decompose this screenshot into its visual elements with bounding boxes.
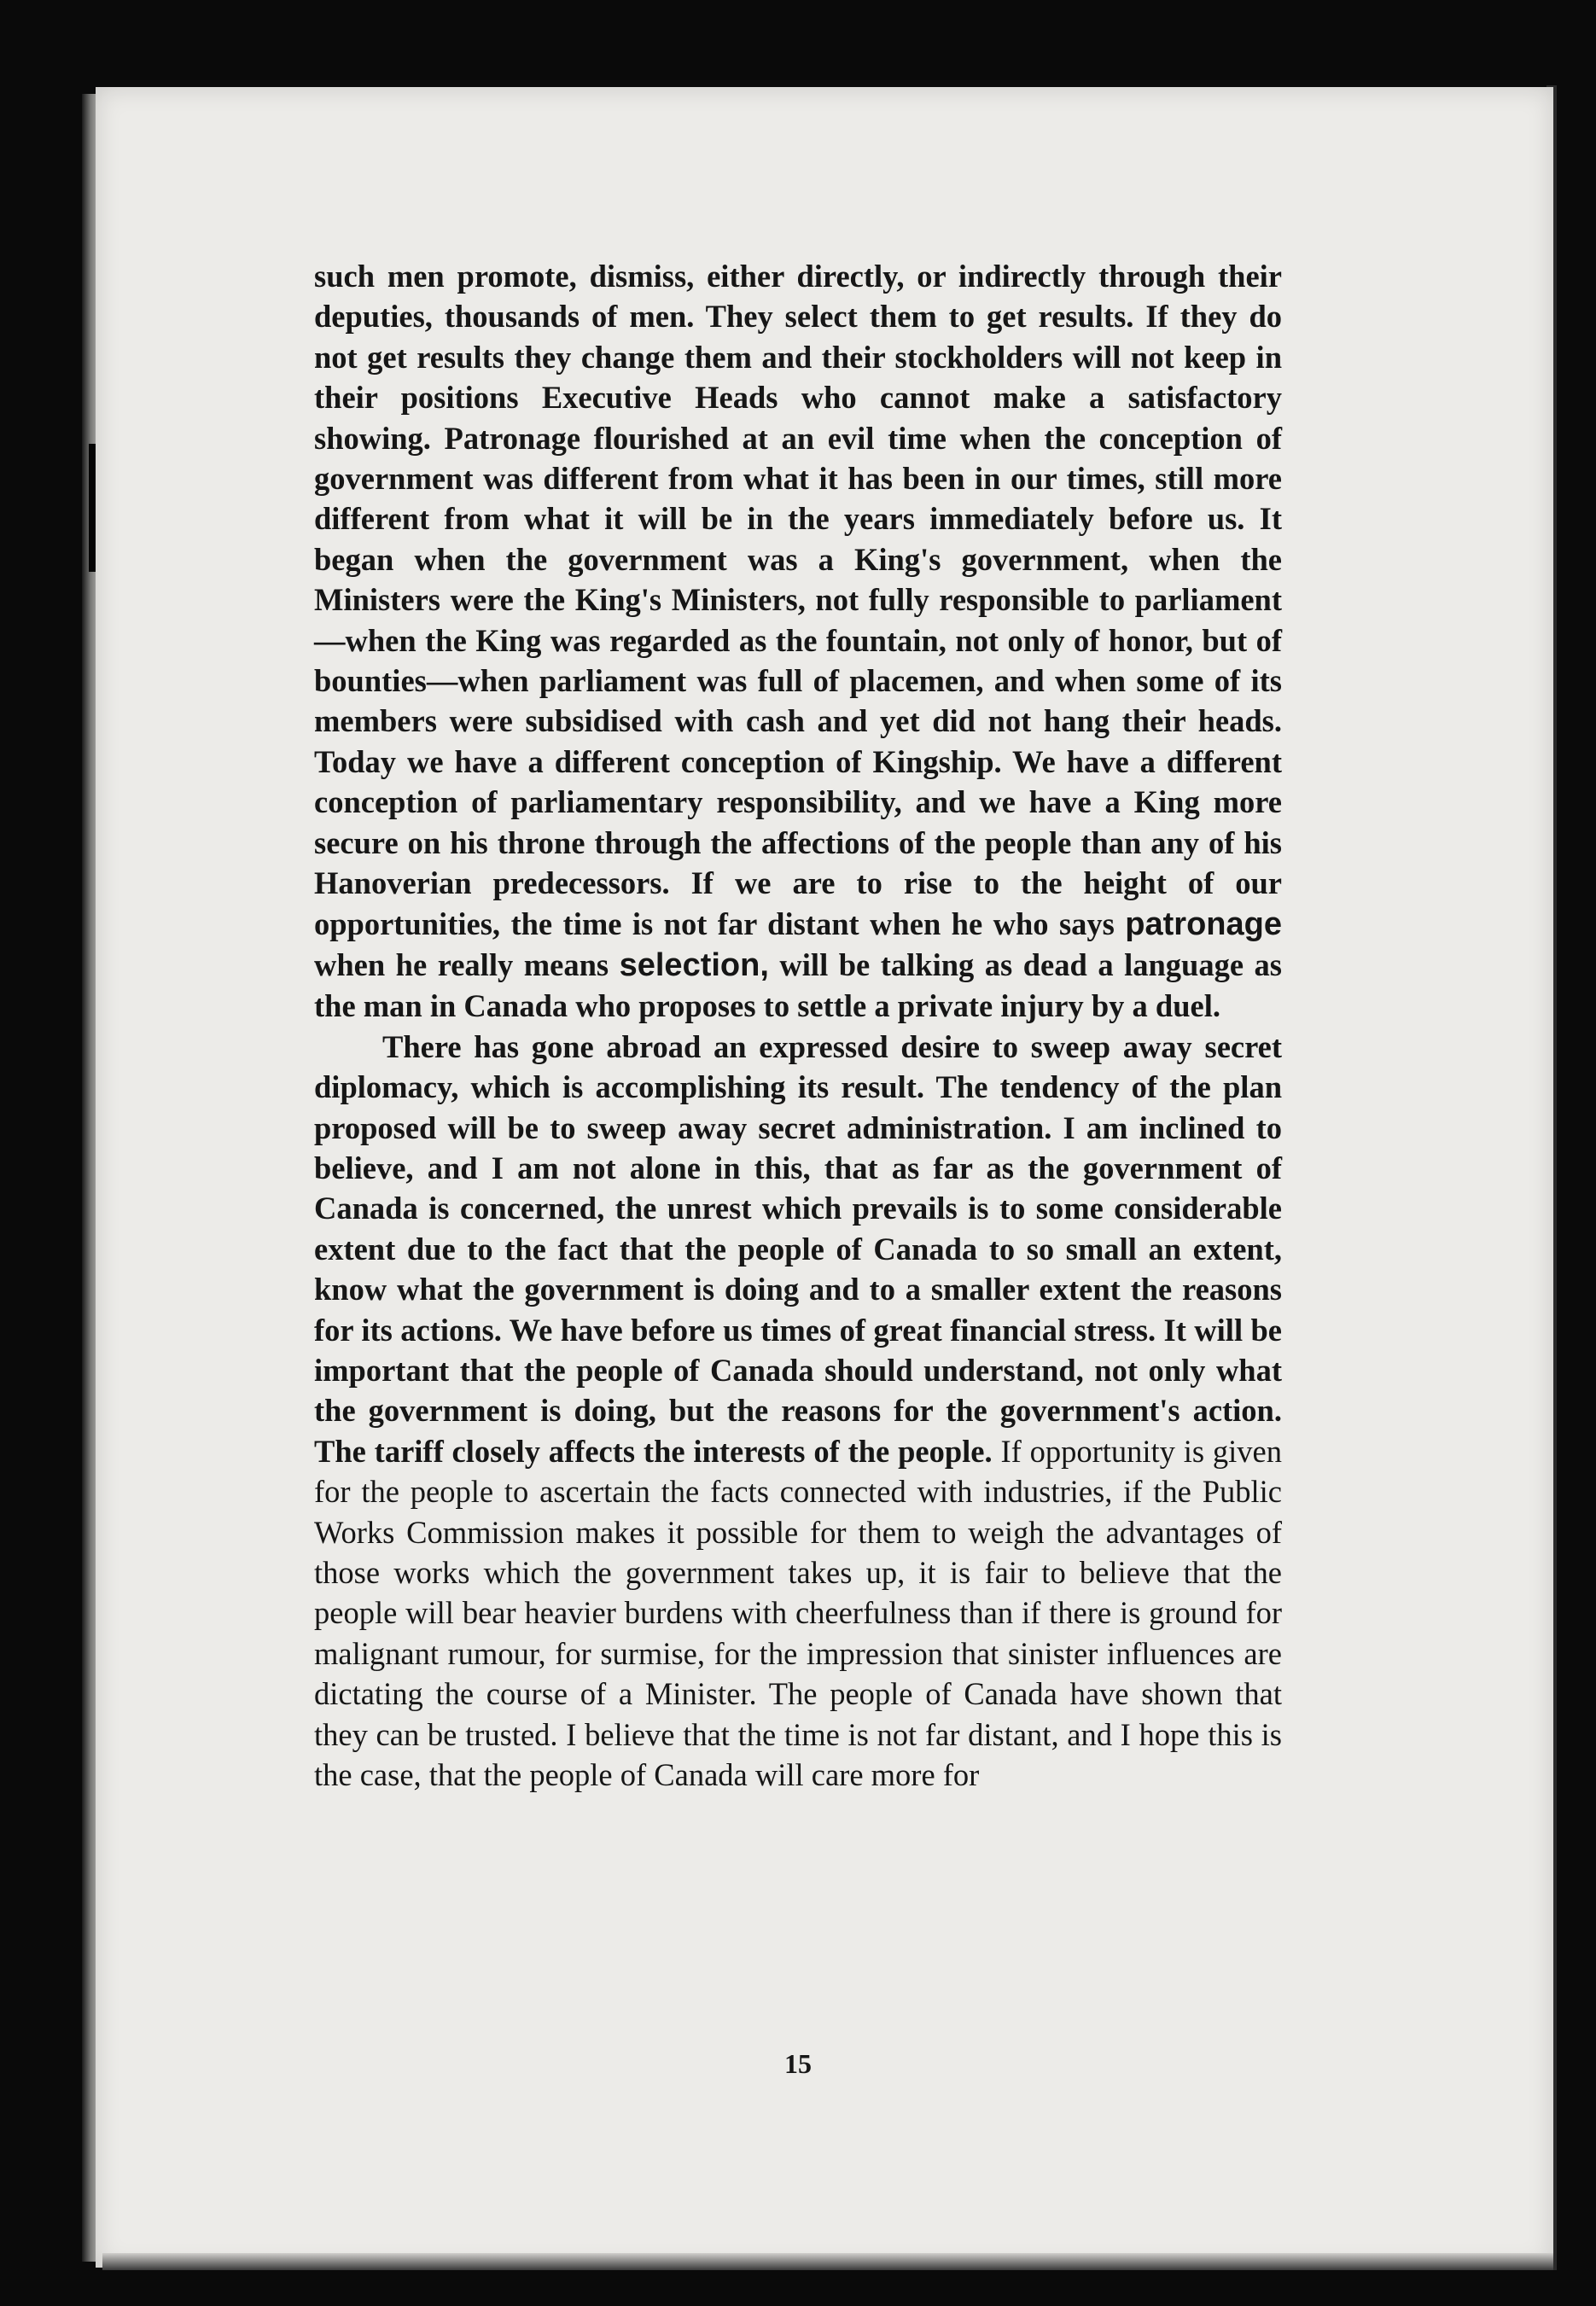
paragraph-2-light: If opportunity is given for the people to ascertain the facts connected with industries, if the Public Works Commission makes it possible for them to weigh the advantages of those works which the government takes up, it is fair to believe that the people will bear heavier burdens with cheerfulness than if there is ground for malignant rumour, for surmise, for the impression that sinister influences are dictating the course of a Minister. The people of Canada have shown that they can be trusted. I believe that the time is not far distant, and I hope this is the case, that the people of Canada will care more for xyxy=(314,1433,1283,1793)
page-number: 15 xyxy=(784,2048,812,2079)
emphasis-patronage: patronage xyxy=(1125,906,1282,942)
body-text xyxy=(314,256,1282,1795)
paragraph-2-bold: There has gone abroad an expressed desire to sweep away secret diplomacy, which is accomplishing its result. The tendency of the plan proposed will be to sweep away secret administration. I am inclined to believe, and I am not alone in this, that as far as the government of Canada is concerned, the unrest which prevails is to some considerable extent due to the fact that the people of Canada to so small an extent, know what the government is doing and to a smaller extent the reasons for its actions. We have before us times of great financial stress. It will be important that the people of Canada should understand, not only what the government is doing, but the reasons for the government's action. The tariff closely affects the interests of the people. xyxy=(314,1028,1282,1469)
paragraph-1-after-selection: will be talking as dead a language as the man in Canada who proposes to settle a private injury by a duel. xyxy=(314,946,1282,1024)
emphasis-selection: selection, xyxy=(619,946,769,983)
paragraph-1 xyxy=(314,256,1282,1027)
page-bottom-edge xyxy=(102,2253,1553,2270)
paragraph-1-between: when he really means xyxy=(314,946,609,982)
paragraph-1-before-patronage: such men promote, dismiss, either directly, or indirectly through their deputies, thousands of men. They select them to get results. If they do not get results they change them and their stockholders will not keep in their positions Executive Heads who cannot make a satisfactory showing. Patronage flourished at an evil time when the conception of government was different from what it has been in our times, still more different from what it will be in the years immediately before us. It began when the government was a King's government, when the Ministers were the King's Ministers, not fully responsible to parliament—when the King was regarded as the fountain, not only of honor, but of bounties—when parliament was full of placemen, and when some of its members were subsidised with cash and yet did not hang their heads. Today we have a different conception of Kingship. We have a different conception of parliamentary responsibility, and we have a King more secure on his throne through the affections of the people than any of his Hanoverian predecessors. If we are to rise to the height of our opportunities, the time is not far distant when he who says xyxy=(314,259,1282,941)
paragraph-2 xyxy=(314,1027,1282,1796)
